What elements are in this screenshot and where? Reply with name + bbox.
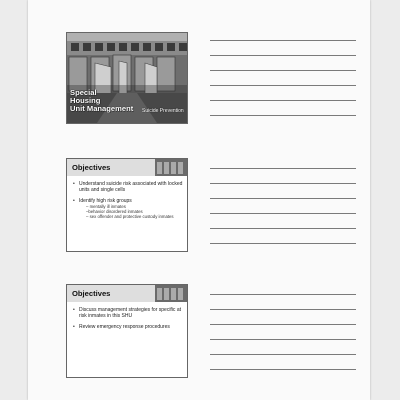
bullet-item: • Identify high risk groups – mentally ill inmates –behavior disordered inmates – sex offender and protective custody inmates	[73, 198, 183, 220]
sub-bullet: – sex offender and protective custody inmates	[86, 214, 174, 220]
slide-3-title: Objectives	[72, 289, 111, 298]
cells-thumbnail	[155, 285, 187, 302]
bullet-item: • Discuss management strategies for specific at risk inmates in this SHU	[73, 307, 183, 319]
sub-bullet: –behavior disordered inmates	[86, 209, 143, 215]
slide-3-body	[73, 307, 183, 335]
slide-2-title: Objectives	[72, 163, 111, 172]
sub-bullet: – mentally ill inmates	[86, 204, 126, 209]
slide-1-title-text: Special Housing Unit Management	[70, 88, 134, 114]
bullet-item: • Review emergency response procedures	[73, 324, 183, 330]
notes-lines-3	[210, 294, 356, 370]
notes-lines-1	[210, 40, 356, 116]
cells-thumbnail	[155, 159, 187, 176]
bullet-item: • Understand suicide risk associated with locked units and single cells	[73, 181, 183, 193]
slide-1-title	[66, 32, 188, 124]
slide-3-objectives	[66, 284, 188, 378]
slide-2-body	[73, 181, 183, 225]
slide-1-subtitle: Suicide Prevention	[142, 108, 184, 114]
slide-2-objectives	[66, 158, 188, 252]
handout-page	[28, 0, 370, 400]
notes-lines-2	[210, 168, 356, 244]
